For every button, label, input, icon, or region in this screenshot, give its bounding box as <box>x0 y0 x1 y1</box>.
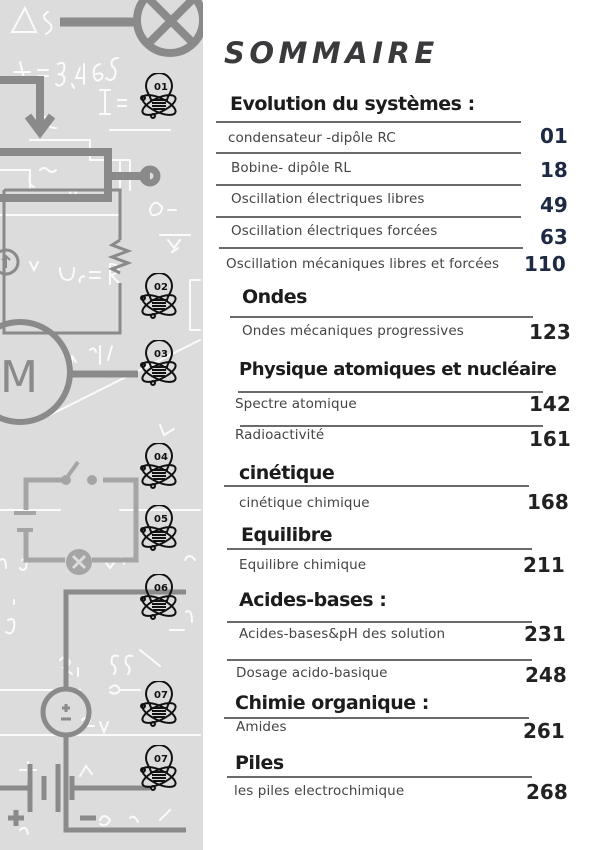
toc-entry[interactable]: condensateur -dipôle RC <box>228 130 396 146</box>
divider <box>227 548 532 550</box>
bulb-number: 02 <box>154 282 168 293</box>
page-number[interactable]: 161 <box>529 427 571 451</box>
section-heading: Physique atomiques et nucléaire <box>239 359 557 380</box>
bulb-number: 05 <box>154 514 168 525</box>
divider <box>216 121 521 123</box>
page-number[interactable]: 110 <box>524 252 566 276</box>
lightbulb-atom-icon <box>138 574 188 634</box>
section-heading: Chimie organique : <box>235 692 429 714</box>
bulb-number: 07 <box>154 754 168 765</box>
section-heading: Acides-bases : <box>239 589 387 611</box>
divider <box>216 184 521 186</box>
toc-entry[interactable]: les piles electrochimique <box>234 783 405 799</box>
section-heading: Evolution du systèmes : <box>230 93 475 115</box>
section-heading: cinétique <box>239 462 335 484</box>
bulb-number: 01 <box>154 82 168 93</box>
toc-entry[interactable]: Dosage acido-basique <box>236 665 388 681</box>
divider <box>219 247 523 249</box>
page-number[interactable]: 49 <box>540 193 568 217</box>
toc-entry[interactable]: Equilibre chimique <box>239 557 367 573</box>
toc-entry[interactable]: Amides <box>236 719 287 735</box>
toc-entry[interactable]: Oscillation électriques forcées <box>231 223 438 239</box>
divider <box>216 216 521 218</box>
page-title: SOMMAIRE <box>224 36 439 70</box>
section-heading: Ondes <box>242 286 307 308</box>
lightbulb-atom-icon <box>138 443 188 503</box>
divider <box>227 776 532 778</box>
lightbulb-atom-icon <box>138 273 188 333</box>
section-heading: Equilibre <box>241 524 333 546</box>
divider <box>238 391 543 393</box>
lightbulb-atom-icon <box>138 681 188 741</box>
svg-text:M: M <box>0 352 38 403</box>
toc-entry[interactable]: cinétique chimique <box>239 495 370 511</box>
page-number[interactable]: 268 <box>526 780 568 804</box>
page-number[interactable]: 01 <box>540 124 568 148</box>
divider <box>216 152 521 154</box>
page-number[interactable]: 261 <box>523 719 565 743</box>
lightbulb-atom-icon <box>138 745 188 805</box>
bulb-number: 06 <box>154 583 168 594</box>
page-number[interactable]: 231 <box>524 622 566 646</box>
toc-entry[interactable]: Oscillation électriques libres <box>231 191 425 207</box>
lightbulb-atom-icon <box>138 505 188 565</box>
divider <box>224 485 529 487</box>
lightbulb-atom-icon <box>138 73 188 133</box>
bulb-number: 03 <box>154 349 168 360</box>
toc-entry[interactable]: Acides-bases&pH des solution <box>239 626 446 642</box>
page-number[interactable]: 211 <box>523 553 565 577</box>
divider <box>230 316 533 318</box>
decorative-circuit-panel <box>0 0 203 850</box>
toc-entry[interactable]: Oscillation mécaniques libres et forcées <box>226 256 500 272</box>
toc-entry[interactable]: Bobine- dipôle RL <box>231 160 351 176</box>
page-number[interactable]: 123 <box>529 320 571 344</box>
page-number[interactable]: 248 <box>525 663 567 687</box>
toc-entry[interactable]: Radioactivité <box>235 427 325 443</box>
section-heading: Piles <box>235 752 284 774</box>
bulb-number: 07 <box>154 690 168 701</box>
page-number[interactable]: 168 <box>527 490 569 514</box>
page-number[interactable]: 63 <box>540 225 568 249</box>
bulb-number: 04 <box>154 452 168 463</box>
divider <box>227 621 532 623</box>
toc-entry[interactable]: Spectre atomique <box>235 396 357 412</box>
lightbulb-atom-icon <box>138 340 188 400</box>
page-number[interactable]: 142 <box>529 392 571 416</box>
toc-entry[interactable]: Ondes mécaniques progressives <box>242 323 464 339</box>
divider <box>227 659 532 661</box>
page-number[interactable]: 18 <box>540 158 568 182</box>
